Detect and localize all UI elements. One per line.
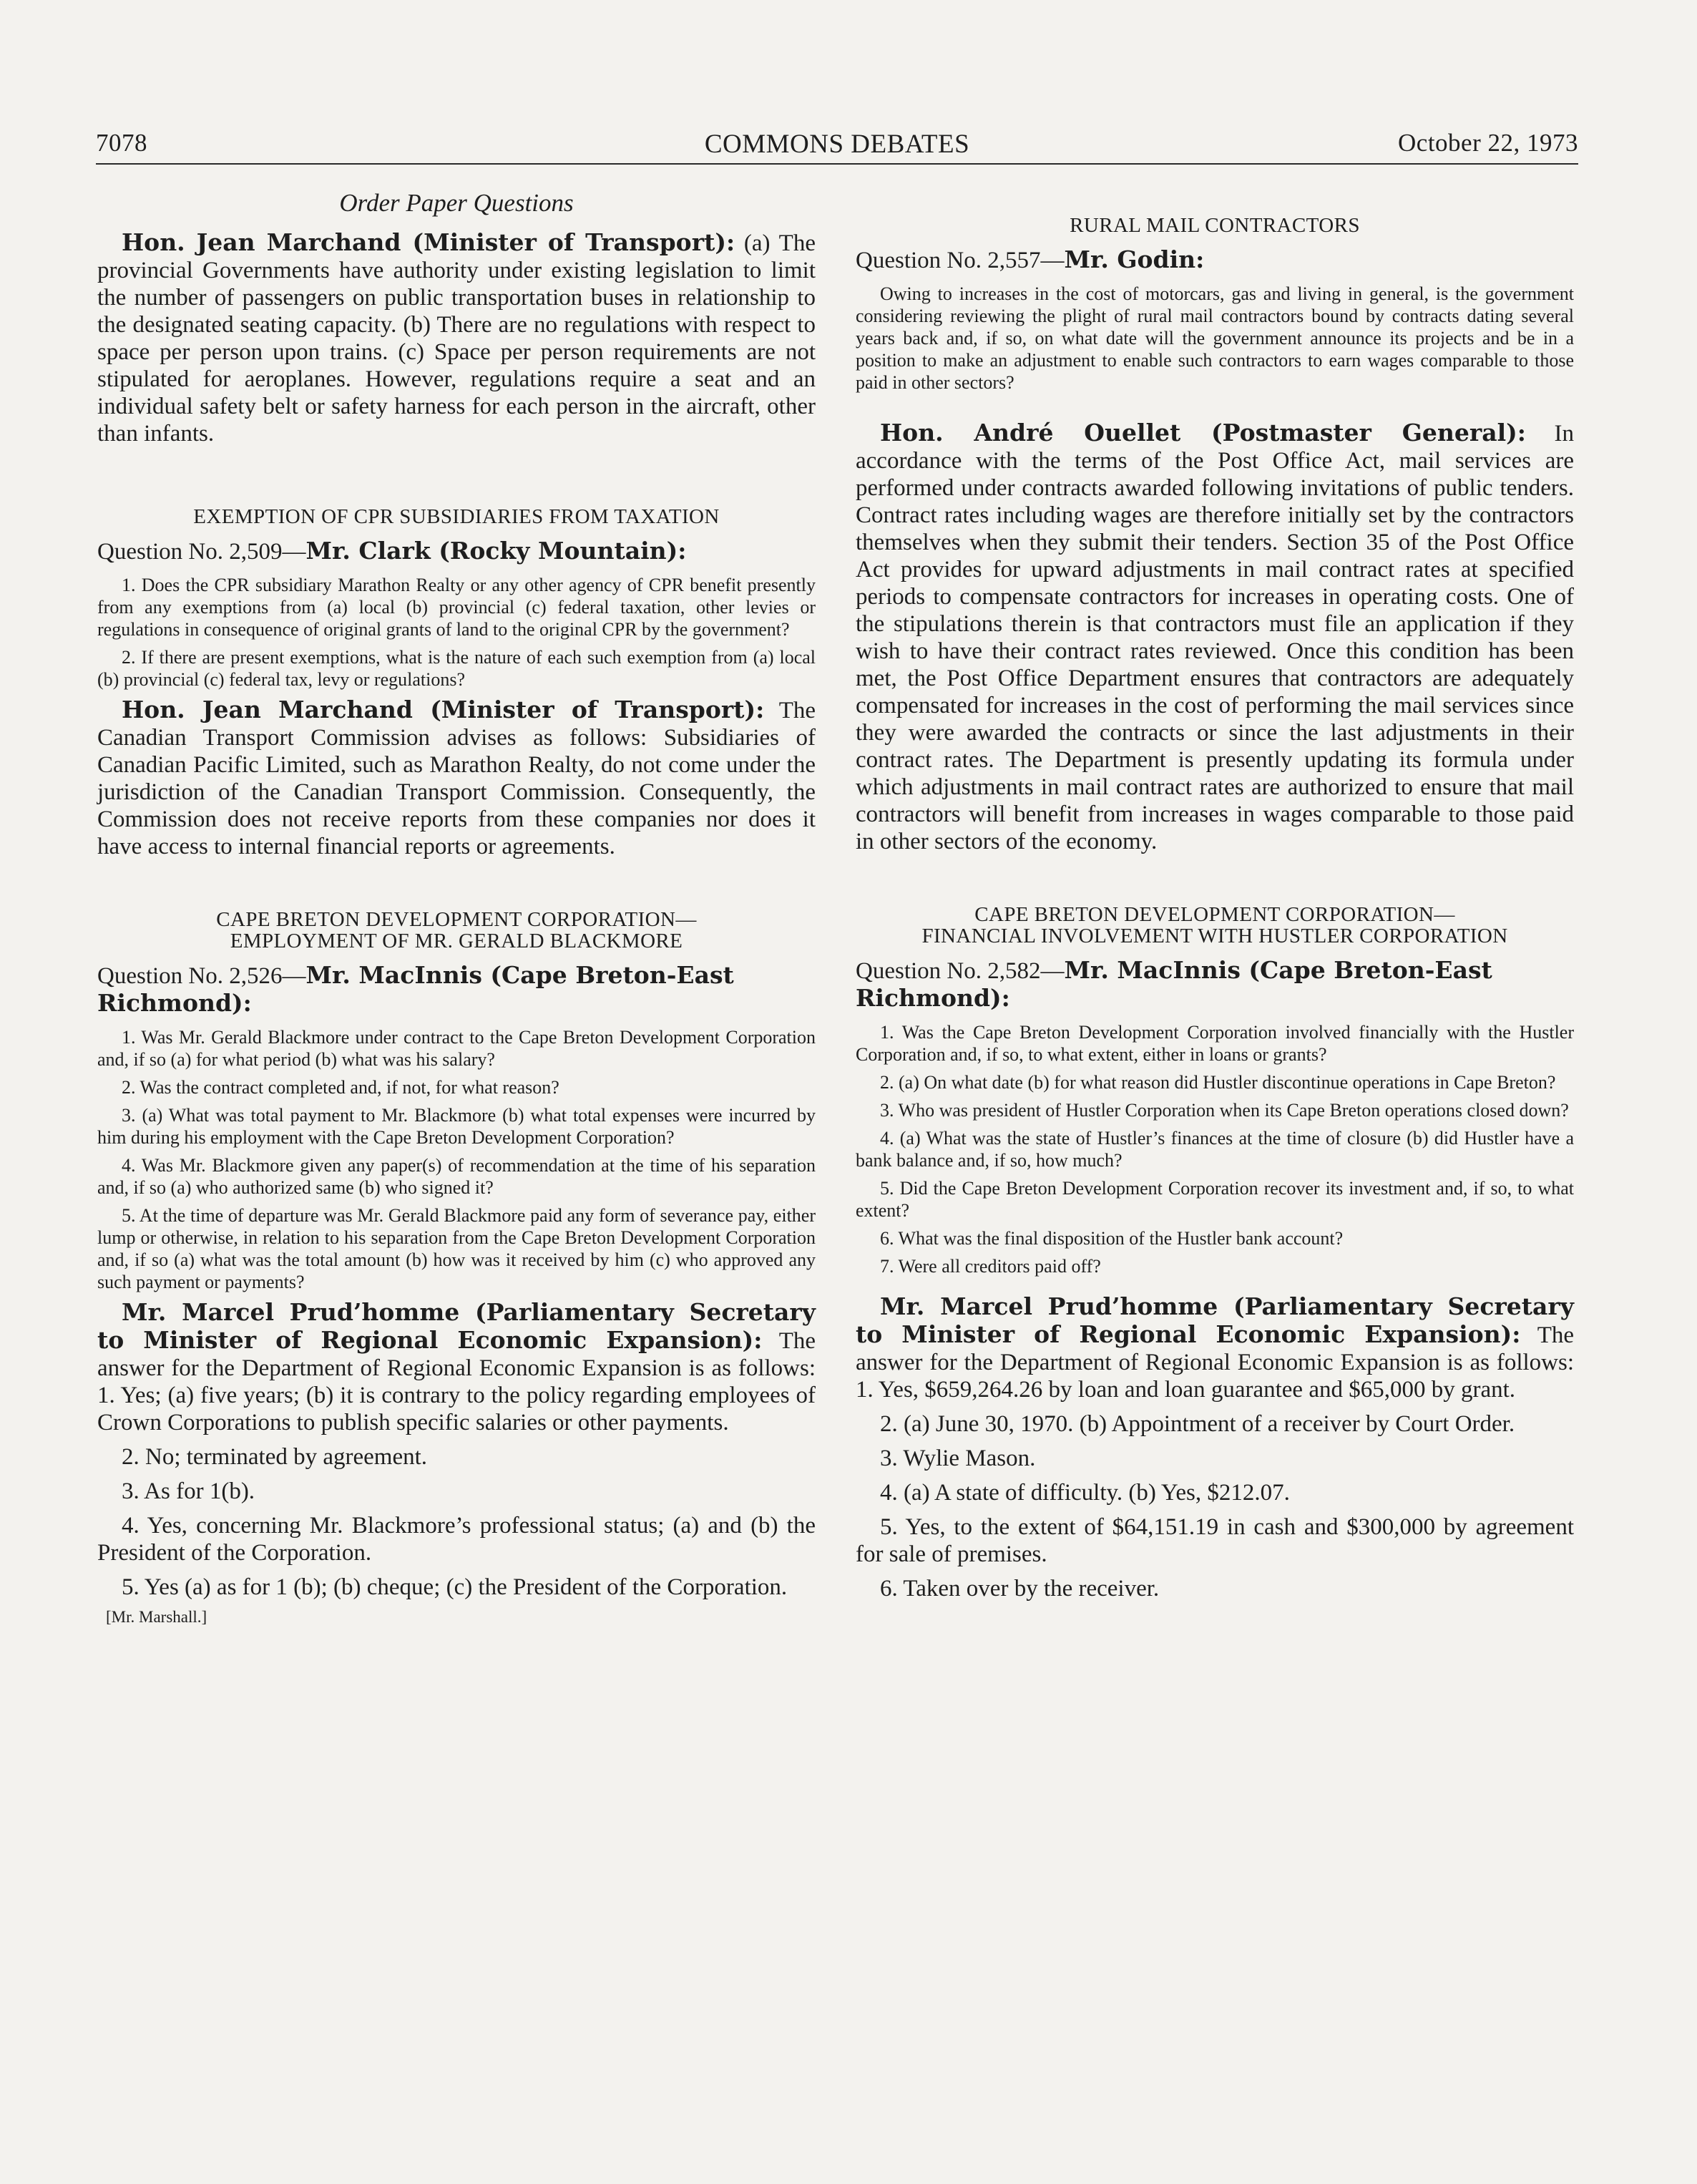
answer-speaker: Mr. Marcel Prud’homme (Parliamentary Secretary to Minister of Regional Economic Expansion): (856, 1292, 1574, 1348)
page-header (96, 126, 1578, 165)
heading-line: EMPLOYMENT OF MR. GERALD BLACKMORE (230, 930, 683, 952)
right-column (856, 215, 1574, 1609)
question-asker: Mr. MacInnis (Cape Breton-East Richmond): (856, 956, 1492, 1012)
section-heading-blackmore (97, 909, 816, 952)
answer-text: The answer for the Department of Regional Economic Expansion is as follows: 1. Yes; (a) five years; (b) it is contrary to the policy regarding employees of Crown Corporations to publish specific salaries or other payments. (97, 1328, 816, 1435)
section-label: Order Paper Questions (339, 189, 574, 217)
question-number: Question No. 2,582— (856, 958, 1065, 984)
heading-line: CAPE BRETON DEVELOPMENT CORPORATION— (216, 908, 697, 931)
answer-text: The Canadian Transport Commission advises as follows: Subsidiaries of Canadian Pacific Limited, such as Marathon Realty, do not come under the jurisdiction of the Canadian Transport Commission. Consequently, the Commission does not receive reports from these companies nor does it have access to internal financial reports or agreements. (97, 698, 816, 859)
publication-title: COMMONS DEBATES (704, 130, 970, 159)
question-item: 5. Did the Cape Breton Development Corporation recover its investment and, if so, to what extent? (856, 1178, 1574, 1221)
question-item: 4. (a) What was the state of Hustler’s finances at the time of closure (b) did Hustler have a bank balance and, if so, how much? (856, 1128, 1574, 1171)
question-item: 3. Who was president of Hustler Corporation when its Cape Breton operations closed down? (880, 1100, 1569, 1121)
question-item: 3. (a) What was total payment to Mr. Blackmore (b) what total expenses were incurred by him during his employment with the Cape Breton Development Corporation? (97, 1105, 816, 1148)
answer-text: The answer for the Department of Regional Economic Expansion is as follows: 1. Yes, $659,264.26 by loan and loan guarantee and $65,000 by grant. (856, 1322, 1574, 1403)
question-item: 1. Does the CPR subsidiary Marathon Realty or any other agency of CPR benefit presently from any exemptions from (a) local (b) provincial (c) federal taxation, other levies or regulations in consequence of original grants of land to the original CPR by the government? (97, 575, 816, 640)
question-asker: Mr. MacInnis (Cape Breton-East Richmond): (97, 961, 734, 1017)
answer-speaker: Hon. André Ouellet (Postmaster General): (880, 419, 1526, 447)
answer-2526 (97, 1299, 816, 1436)
question-number: Question No. 2,557— (856, 248, 1065, 273)
question-header-2557 (856, 246, 1574, 274)
question-number: Question No. 2,526— (97, 963, 306, 989)
answer-item: 3. Wylie Mason. (880, 1446, 1036, 1471)
section-heading-hustler (856, 904, 1574, 947)
question-item: 6. What was the final disposition of the Hustler bank account? (880, 1228, 1344, 1249)
question-item: 5. At the time of departure was Mr. Gerald Blackmore paid any form of severance pay, either lump or otherwise, in relation to his separation from the Cape Breton Development Corporation and, if so (a) what was the total amount (b) how was it received by him (c) who approved any such payment or payments? (97, 1205, 816, 1292)
question-item: 2. If there are present exemptions, what is the nature of each such exemption from (a) local (b) provincial (c) federal tax, levy or regulations? (97, 647, 816, 690)
question-item: 2. (a) On what date (b) for what reason did Hustler discontinue operations in Cape Breton? (880, 1072, 1556, 1093)
speaker-note: [Mr. Marshall.] (106, 1608, 207, 1626)
answer-speaker: Hon. Jean Marchand (Minister of Transport): (122, 696, 765, 723)
answer-speaker: Hon. Jean Marchand (Minister of Transport): (122, 228, 735, 256)
answer-item: 5. Yes, to the extent of $64,151.19 in cash and $300,000 by agreement for sale of premises. (856, 1514, 1574, 1567)
question-item: 1. Was Mr. Gerald Blackmore under contract to the Cape Breton Development Corporation and, if so (a) for what period (b) what was his salary? (97, 1027, 816, 1070)
answer-item: 4. (a) A state of difficulty. (b) Yes, $212.07. (880, 1480, 1290, 1506)
answer-speaker: Mr. Marcel Prud’homme (Parliamentary Secretary to Minister of Regional Economic Expansion): (97, 1298, 816, 1354)
answer-item: 5. Yes (a) as for 1 (b); (b) cheque; (c) the President of the Corporation. (122, 1574, 788, 1600)
question-asker: Mr. Clark (Rocky Mountain): (305, 537, 687, 565)
answer-text: In accordance with the terms of the Post Office Act, mail services are performed under contracts awarded following invitations of public tenders. Contract rates including wages are therefore initially set by the contractors themselves when they submit their tenders. Section 35 of the Post Office Act provides for upward adjustments in mail contract rates at specified periods to compensate contractors for increases in operating costs. One of the stipulations therein is that contractors must file an application if they wish to have their contract rates reviewed. Once this condition has been met, the Post Office Department ensures that contractors are adequately compensated for increases in the cost of performing the mail services since they were awarded the contracts or since the last adjustments in their contract rates. The Department is presently updating its formula under which adjustments in mail contract rates are authorized to ensure that mail contractors will benefit from increases in wages comparable to those paid in other sectors of the economy. (856, 421, 1574, 854)
question-header-2582 (856, 957, 1574, 1013)
page-number: 7078 (96, 129, 147, 157)
question-header-2509 (97, 537, 816, 565)
answer-item: 6. Taken over by the receiver. (880, 1576, 1160, 1602)
question-item: 1. Was the Cape Breton Development Corporation involved financially with the Hustler Corporation and, if so, to what extent, either in loans or grants? (856, 1022, 1574, 1065)
section-heading-cpr: EXEMPTION OF CPR SUBSIDIARIES FROM TAXATION (193, 505, 720, 528)
question-number: Question No. 2,509— (97, 539, 306, 565)
answer-2509 (97, 696, 816, 860)
left-column (97, 185, 816, 1627)
heading-line: FINANCIAL INVOLVEMENT WITH HUSTLER CORPORATION (921, 925, 1508, 947)
answer-text: (a) The provincial Governments have authority under existing legislation to limit the number of passengers on public transportation buses in relationship to the designated seating capacity. (b) There are no regulations with respect to space per person upon trains. (c) Space per person requirements are not stipulated for aeroplanes. However, regulations require a seat and an individual safety belt or safety harness for each person in the aircraft, other than infants. (97, 230, 816, 447)
answer-2582 (856, 1293, 1574, 1403)
section-heading-mail: RURAL MAIL CONTRACTORS (1070, 214, 1360, 237)
answer-item: 4. Yes, concerning Mr. Blackmore’s professional status; (a) and (b) the President of the Corporation. (97, 1513, 816, 1566)
question-item: 2. Was the contract completed and, if not, for what reason? (122, 1077, 559, 1098)
answer-item: 2. (a) June 30, 1970. (b) Appointment of a receiver by Court Order. (880, 1411, 1515, 1437)
publication-date: October 22, 1973 (1398, 129, 1578, 157)
question-item: 7. Were all creditors paid off? (880, 1256, 1101, 1277)
question-asker: Mr. Godin: (1064, 245, 1205, 273)
answer-item: 3. As for 1(b). (122, 1478, 255, 1504)
heading-line: CAPE BRETON DEVELOPMENT CORPORATION— (974, 903, 1455, 926)
continued-answer (97, 229, 816, 447)
question-item: Owing to increases in the cost of motorcars, gas and living in general, is the government considering reviewing the plight of rural mail contractors bound by contracts dating several years back and, if so, on what date will the government announce its projects and be in a position to make an adjustment to enable such contractors to earn wages comparable to those paid in other sectors? (856, 283, 1574, 393)
question-header-2526 (97, 962, 816, 1018)
question-item: 4. Was Mr. Blackmore given any paper(s) of recommendation at the time of his separation and, if so (a) who authorized same (b) who signed it? (97, 1155, 816, 1198)
answer-2557 (856, 419, 1574, 855)
answer-item: 2. No; terminated by agreement. (122, 1444, 428, 1470)
